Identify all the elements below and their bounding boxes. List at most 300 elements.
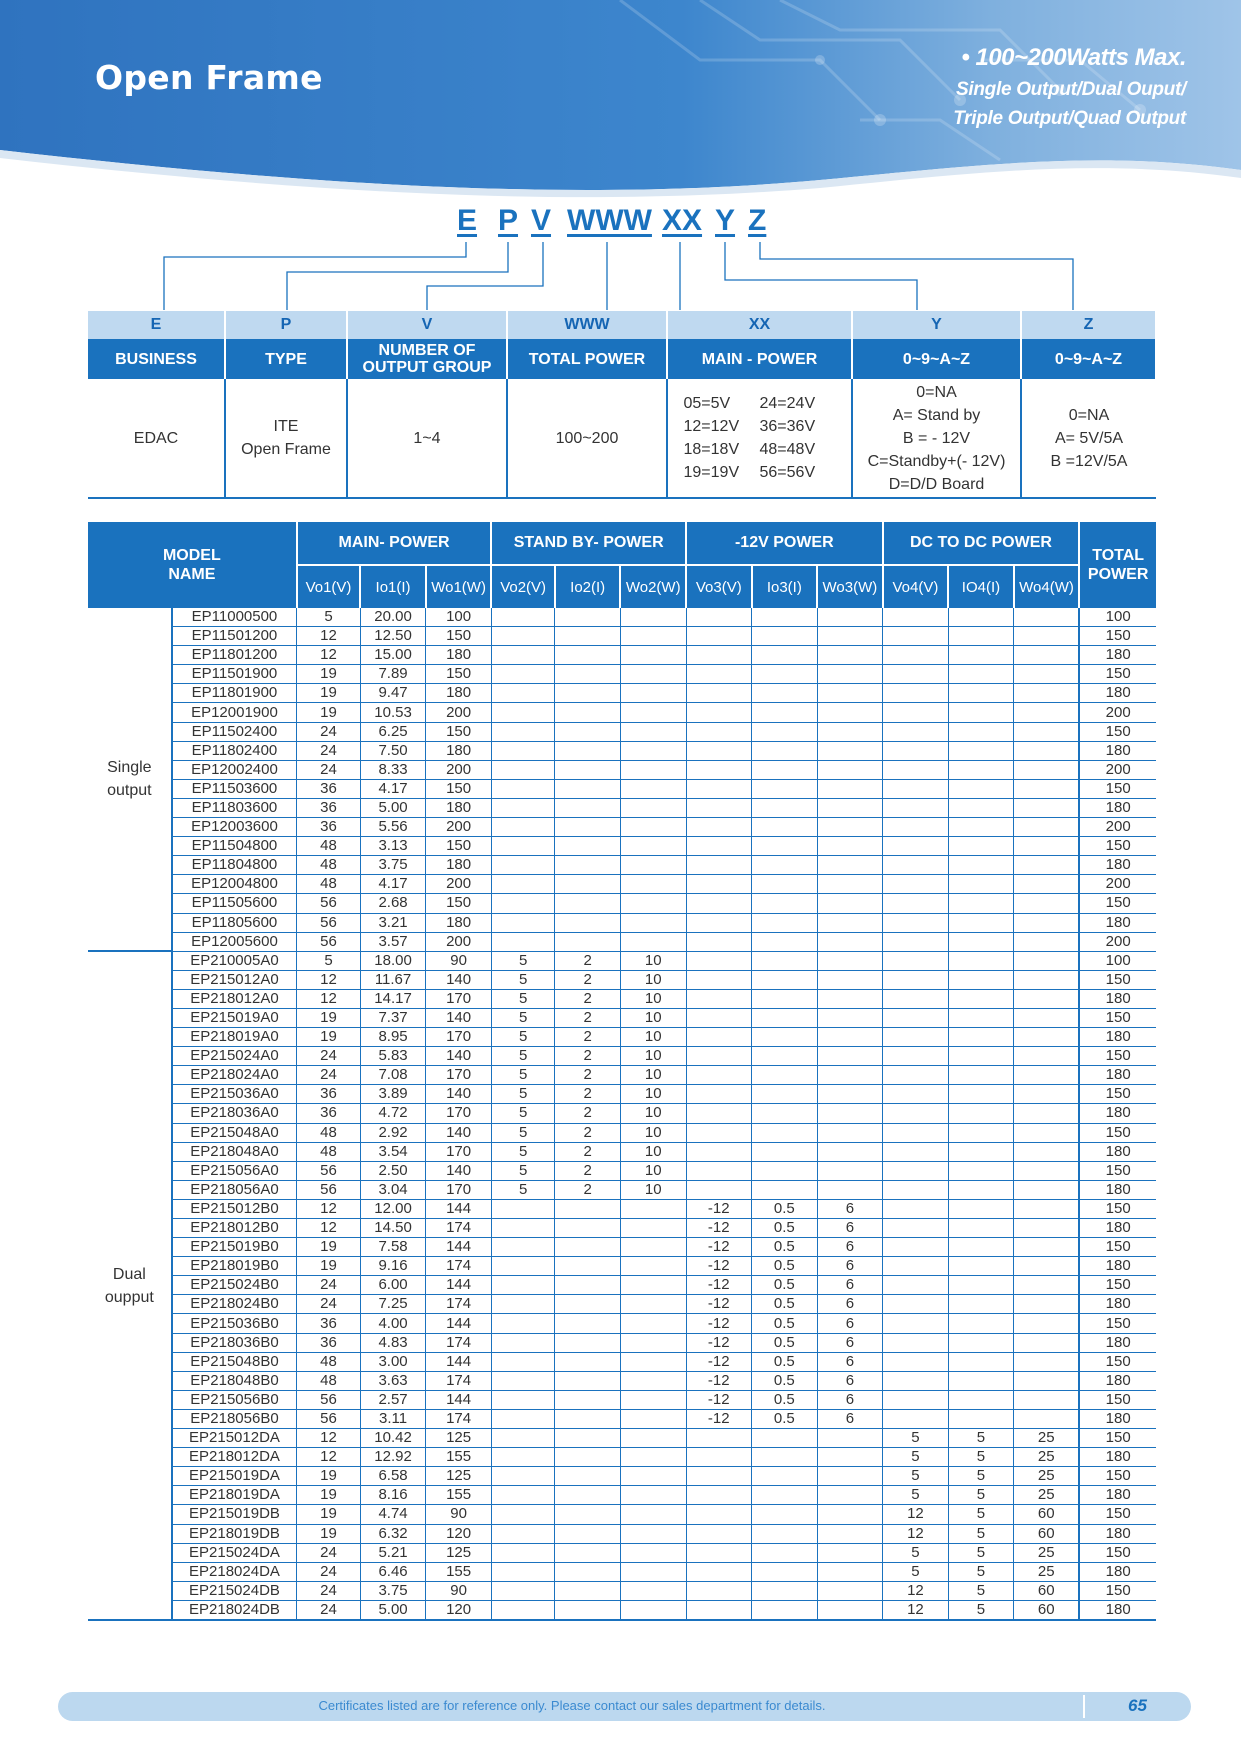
table-cell: 25 — [1014, 1467, 1080, 1486]
table-cell — [620, 1390, 686, 1409]
model-name-cell: EP218012DA — [172, 1448, 297, 1467]
table-row — [88, 1505, 1156, 1524]
total-power-cell: 180 — [1079, 1486, 1156, 1505]
table-cell — [948, 779, 1014, 798]
total-power-cell: 200 — [1079, 703, 1156, 722]
model-name-cell: EP12005600 — [172, 932, 297, 951]
table-cell — [686, 932, 752, 951]
table-cell: 5 — [491, 1047, 555, 1066]
table-cell — [948, 1066, 1014, 1085]
code-connector-lines — [0, 200, 1241, 310]
table-cell: 150 — [426, 722, 492, 741]
model-name-cell: EP11801200 — [172, 646, 297, 665]
table-cell — [948, 818, 1014, 837]
table-cell — [883, 970, 949, 989]
table-cell: 11.67 — [360, 970, 426, 989]
table-cell — [555, 741, 621, 760]
table-row — [88, 1409, 1156, 1428]
table-cell — [1014, 1142, 1080, 1161]
table-cell: 9.16 — [360, 1257, 426, 1276]
table-cell — [686, 779, 752, 798]
total-power-cell: 200 — [1079, 760, 1156, 779]
table-cell: 3.75 — [360, 1581, 426, 1600]
subheader-cell: Vo3(V) — [686, 565, 752, 608]
table-cell — [752, 760, 818, 779]
header-model-name: MODEL NAME — [88, 522, 297, 608]
table-cell — [491, 1543, 555, 1562]
table-row — [88, 970, 1156, 989]
table-cell — [555, 1524, 621, 1543]
table-cell: 125 — [426, 1543, 492, 1562]
table-row — [88, 1295, 1156, 1314]
table-cell — [620, 856, 686, 875]
table-cell: 2 — [555, 1104, 621, 1123]
total-power-cell: 180 — [1079, 1409, 1156, 1428]
voltage-code: 12=12V — [683, 418, 740, 435]
table-cell — [817, 1505, 883, 1524]
table-cell — [1014, 932, 1080, 951]
table-cell — [555, 932, 621, 951]
table-cell — [948, 703, 1014, 722]
total-power-cell: 180 — [1079, 1104, 1156, 1123]
table-cell: 12 — [297, 1448, 361, 1467]
table-row — [88, 1276, 1156, 1295]
bullet-icon: • — [961, 44, 970, 71]
table-cell: 48 — [297, 837, 361, 856]
table-row — [88, 1543, 1156, 1562]
model-name-cell: EP215019A0 — [172, 1008, 297, 1027]
table-cell — [752, 1104, 818, 1123]
table-cell — [752, 1047, 818, 1066]
table-cell: 5 — [948, 1467, 1014, 1486]
table-cell: 19 — [297, 1028, 361, 1047]
total-power-cell: 150 — [1079, 1238, 1156, 1257]
table-cell: -12 — [686, 1257, 752, 1276]
table-cell: 6 — [817, 1199, 883, 1218]
table-cell — [752, 1562, 818, 1581]
table-cell: 2 — [555, 989, 621, 1008]
table-cell — [948, 1085, 1014, 1104]
table-cell: 12.00 — [360, 1199, 426, 1218]
table-cell: 56 — [297, 1180, 361, 1199]
table-cell: 90 — [426, 1505, 492, 1524]
model-name-cell: EP11503600 — [172, 779, 297, 798]
table-cell: 2.68 — [360, 894, 426, 913]
voltage-code: 24=24V — [759, 395, 816, 412]
table-cell — [817, 1467, 883, 1486]
table-cell — [555, 1314, 621, 1333]
table-cell — [620, 1371, 686, 1390]
legend-y-values: 0=NA A= Stand by B = - 12V C=Standby+(- 12V) D=D/D Board — [852, 379, 1021, 498]
table-cell — [686, 1123, 752, 1142]
table-cell: 12.92 — [360, 1448, 426, 1467]
table-cell: 0.5 — [752, 1390, 818, 1409]
wattage-range: 100~200Watts Max. — [975, 44, 1186, 71]
table-cell — [686, 1047, 752, 1066]
table-row — [88, 1142, 1156, 1161]
table-row — [88, 1581, 1156, 1600]
table-cell — [817, 818, 883, 837]
table-cell: 19 — [297, 703, 361, 722]
table-cell: 150 — [426, 837, 492, 856]
table-cell — [620, 703, 686, 722]
table-cell: 19 — [297, 1505, 361, 1524]
total-power-cell: 200 — [1079, 818, 1156, 837]
table-cell: 12 — [883, 1581, 949, 1600]
table-cell — [620, 741, 686, 760]
table-cell — [620, 1333, 686, 1352]
table-cell — [752, 798, 818, 817]
table-cell — [620, 722, 686, 741]
table-cell — [555, 665, 621, 684]
table-cell — [686, 951, 752, 970]
table-cell — [620, 1505, 686, 1524]
table-row — [88, 1161, 1156, 1180]
table-cell — [491, 1352, 555, 1371]
table-cell — [686, 760, 752, 779]
total-power-cell: 180 — [1079, 1371, 1156, 1390]
table-row — [88, 1333, 1156, 1352]
table-cell: 180 — [426, 646, 492, 665]
table-cell: 10.42 — [360, 1429, 426, 1448]
table-cell: 144 — [426, 1314, 492, 1333]
table-cell — [555, 646, 621, 665]
table-cell — [817, 932, 883, 951]
total-power-cell: 180 — [1079, 1333, 1156, 1352]
table-cell — [948, 1199, 1014, 1218]
table-cell — [883, 1066, 949, 1085]
table-cell — [948, 1047, 1014, 1066]
table-cell — [817, 894, 883, 913]
model-name-cell: EP11505600 — [172, 894, 297, 913]
table-cell: 12 — [883, 1600, 949, 1620]
table-cell: 5.00 — [360, 1600, 426, 1620]
table-cell: 2 — [555, 970, 621, 989]
table-cell — [883, 818, 949, 837]
table-cell — [686, 989, 752, 1008]
model-name-cell: EP215048B0 — [172, 1352, 297, 1371]
table-cell — [883, 1199, 949, 1218]
table-cell: 5 — [491, 1085, 555, 1104]
table-cell: 140 — [426, 1085, 492, 1104]
header-main-power: MAIN- POWER — [297, 522, 492, 565]
table-cell — [948, 1028, 1014, 1047]
table-cell — [620, 1352, 686, 1371]
table-cell: 25 — [1014, 1429, 1080, 1448]
table-cell — [491, 1600, 555, 1620]
table-cell: -12 — [686, 1409, 752, 1428]
table-cell: 5 — [948, 1581, 1014, 1600]
table-cell: 14.17 — [360, 989, 426, 1008]
total-power-cell: 180 — [1079, 1257, 1156, 1276]
table-cell — [948, 760, 1014, 779]
table-cell: 7.37 — [360, 1008, 426, 1027]
table-cell: 5 — [491, 989, 555, 1008]
table-cell — [620, 1409, 686, 1428]
table-cell: 0.5 — [752, 1352, 818, 1371]
table-cell — [752, 646, 818, 665]
table-cell — [1014, 1409, 1080, 1428]
table-cell — [883, 684, 949, 703]
table-cell — [555, 1352, 621, 1371]
table-cell — [491, 913, 555, 932]
table-row — [88, 989, 1156, 1008]
table-cell: 3.63 — [360, 1371, 426, 1390]
total-power-cell: 180 — [1079, 1066, 1156, 1085]
table-cell — [948, 1295, 1014, 1314]
table-cell — [620, 1219, 686, 1238]
table-cell: 48 — [297, 1352, 361, 1371]
total-power-cell: 150 — [1079, 1047, 1156, 1066]
table-cell: 3.75 — [360, 856, 426, 875]
table-cell: 8.95 — [360, 1028, 426, 1047]
table-cell — [491, 665, 555, 684]
table-cell: 10 — [620, 1066, 686, 1085]
voltage-code: 56=56V — [759, 464, 816, 481]
table-cell — [948, 1390, 1014, 1409]
total-power-cell: 150 — [1079, 1008, 1156, 1027]
table-cell: 12 — [297, 970, 361, 989]
table-cell: 2 — [555, 1085, 621, 1104]
subheader-cell: Io3(I) — [752, 565, 818, 608]
table-cell — [883, 1333, 949, 1352]
table-cell — [620, 608, 686, 627]
table-cell — [817, 741, 883, 760]
model-name-cell: EP218024A0 — [172, 1066, 297, 1085]
legend-output-group-value: 1~4 — [347, 379, 507, 498]
table-cell — [555, 837, 621, 856]
code-letter-www: WWW — [567, 204, 652, 237]
table-cell — [948, 627, 1014, 646]
total-power-cell: 200 — [1079, 932, 1156, 951]
table-cell — [686, 1180, 752, 1199]
table-cell — [620, 1467, 686, 1486]
table-cell — [817, 1104, 883, 1123]
subheader-cell: Wo3(W) — [817, 565, 883, 608]
table-cell — [491, 1486, 555, 1505]
subheader-cell: Wo2(W) — [620, 565, 686, 608]
table-cell — [620, 646, 686, 665]
table-cell — [752, 989, 818, 1008]
table-row — [88, 913, 1156, 932]
table-cell — [1014, 913, 1080, 932]
table-cell — [620, 1238, 686, 1257]
table-cell: 5 — [948, 1505, 1014, 1524]
table-cell: 180 — [426, 798, 492, 817]
table-cell — [883, 722, 949, 741]
table-cell — [1014, 1161, 1080, 1180]
model-name-cell: EP218012A0 — [172, 989, 297, 1008]
total-power-cell: 150 — [1079, 1314, 1156, 1333]
table-cell — [686, 818, 752, 837]
table-cell — [883, 741, 949, 760]
table-cell — [491, 1295, 555, 1314]
table-cell: 24 — [297, 741, 361, 760]
table-cell: 140 — [426, 1047, 492, 1066]
table-row — [88, 1180, 1156, 1199]
table-cell: 5 — [883, 1486, 949, 1505]
table-cell: 2 — [555, 1066, 621, 1085]
table-cell — [491, 1314, 555, 1333]
subheader-cell: Io2(I) — [555, 565, 621, 608]
table-cell: 25 — [1014, 1562, 1080, 1581]
table-cell — [1014, 894, 1080, 913]
table-cell: 120 — [426, 1524, 492, 1543]
table-cell — [883, 1409, 949, 1428]
table-cell — [883, 1219, 949, 1238]
table-cell — [948, 1238, 1014, 1257]
table-cell: 6 — [817, 1390, 883, 1409]
table-cell: 6 — [817, 1314, 883, 1333]
table-cell — [491, 1409, 555, 1428]
model-name-cell: EP12003600 — [172, 818, 297, 837]
table-cell — [948, 1180, 1014, 1199]
table-cell — [555, 1562, 621, 1581]
table-cell — [491, 1429, 555, 1448]
table-cell: 8.16 — [360, 1486, 426, 1505]
table-cell: 140 — [426, 1161, 492, 1180]
table-cell: 24 — [297, 1047, 361, 1066]
table-cell: 12.50 — [360, 627, 426, 646]
table-cell — [620, 1314, 686, 1333]
table-cell — [883, 875, 949, 894]
table-cell — [817, 856, 883, 875]
table-row — [88, 1238, 1156, 1257]
table-cell: 10 — [620, 989, 686, 1008]
table-cell — [883, 1123, 949, 1142]
table-cell — [817, 627, 883, 646]
table-cell: 170 — [426, 1028, 492, 1047]
table-cell — [555, 1257, 621, 1276]
table-cell — [883, 1352, 949, 1371]
table-cell: 60 — [1014, 1581, 1080, 1600]
table-cell: 6.32 — [360, 1524, 426, 1543]
table-cell — [555, 1295, 621, 1314]
table-cell — [1014, 1008, 1080, 1027]
legend-header-total-power: TOTAL POWER — [507, 339, 667, 379]
table-cell: 5 — [491, 970, 555, 989]
table-cell: -12 — [686, 1199, 752, 1218]
table-cell — [555, 1276, 621, 1295]
table-cell — [752, 684, 818, 703]
table-cell: 6 — [817, 1238, 883, 1257]
table-cell — [817, 1486, 883, 1505]
table-cell — [686, 1104, 752, 1123]
table-cell — [1014, 1180, 1080, 1199]
table-cell — [948, 665, 1014, 684]
table-cell — [555, 703, 621, 722]
table-cell — [817, 684, 883, 703]
total-power-cell: 200 — [1079, 875, 1156, 894]
table-cell: 2.92 — [360, 1123, 426, 1142]
table-cell: 3.21 — [360, 913, 426, 932]
table-cell — [686, 1142, 752, 1161]
table-cell — [1014, 798, 1080, 817]
table-cell — [491, 608, 555, 627]
table-cell: 24 — [297, 1276, 361, 1295]
table-cell: 5.21 — [360, 1543, 426, 1562]
table-cell: 10 — [620, 1161, 686, 1180]
table-cell — [686, 1486, 752, 1505]
table-row — [88, 1352, 1156, 1371]
table-cell: 125 — [426, 1467, 492, 1486]
table-cell — [1014, 703, 1080, 722]
table-row — [88, 837, 1156, 856]
table-cell — [620, 1581, 686, 1600]
table-cell — [491, 894, 555, 913]
table-row — [88, 932, 1156, 951]
table-cell — [948, 1333, 1014, 1352]
model-name-cell: EP218024DA — [172, 1562, 297, 1581]
table-cell: 144 — [426, 1390, 492, 1409]
table-cell: 170 — [426, 1142, 492, 1161]
total-power-cell: 150 — [1079, 1390, 1156, 1409]
model-name-cell: EP218056B0 — [172, 1409, 297, 1428]
table-cell: 6 — [817, 1409, 883, 1428]
table-row — [88, 894, 1156, 913]
table-cell — [883, 665, 949, 684]
table-cell: 0.5 — [752, 1199, 818, 1218]
table-cell: 10 — [620, 1047, 686, 1066]
table-cell — [1014, 1314, 1080, 1333]
table-cell — [752, 932, 818, 951]
table-cell: 19 — [297, 665, 361, 684]
model-name-cell: EP215036B0 — [172, 1314, 297, 1333]
table-cell: 6 — [817, 1295, 883, 1314]
table-cell — [817, 1562, 883, 1581]
table-cell — [948, 798, 1014, 817]
table-cell — [752, 1123, 818, 1142]
table-cell — [686, 646, 752, 665]
table-cell — [752, 722, 818, 741]
legend-letter-www: WWW — [507, 311, 667, 339]
table-cell — [883, 1390, 949, 1409]
table-cell — [555, 722, 621, 741]
table-cell — [686, 1008, 752, 1027]
table-cell — [752, 1600, 818, 1620]
table-cell — [752, 665, 818, 684]
table-cell: 2 — [555, 1161, 621, 1180]
table-cell — [817, 798, 883, 817]
table-cell: 2.57 — [360, 1390, 426, 1409]
model-name-cell: EP215024B0 — [172, 1276, 297, 1295]
table-cell — [883, 1028, 949, 1047]
table-cell — [948, 913, 1014, 932]
table-cell — [620, 798, 686, 817]
table-cell: 19 — [297, 1008, 361, 1027]
table-cell: 48 — [297, 1142, 361, 1161]
table-cell: 48 — [297, 1371, 361, 1390]
table-cell: 15.00 — [360, 646, 426, 665]
model-name-cell: EP215048A0 — [172, 1123, 297, 1142]
table-row — [88, 1448, 1156, 1467]
table-cell — [817, 646, 883, 665]
table-cell: 100 — [426, 608, 492, 627]
table-cell — [555, 1199, 621, 1218]
model-code-legend-table — [88, 311, 1157, 499]
table-cell — [948, 1142, 1014, 1161]
table-cell — [883, 837, 949, 856]
table-cell — [555, 798, 621, 817]
table-row — [88, 856, 1156, 875]
footer-disclaimer: Certificates listed are for reference only. Please contact our sales department for details. — [318, 1698, 826, 1713]
table-row — [88, 722, 1156, 741]
table-cell — [491, 798, 555, 817]
model-name-cell: EP11801900 — [172, 684, 297, 703]
table-cell: 6 — [817, 1219, 883, 1238]
table-cell — [620, 1429, 686, 1448]
table-cell — [555, 608, 621, 627]
